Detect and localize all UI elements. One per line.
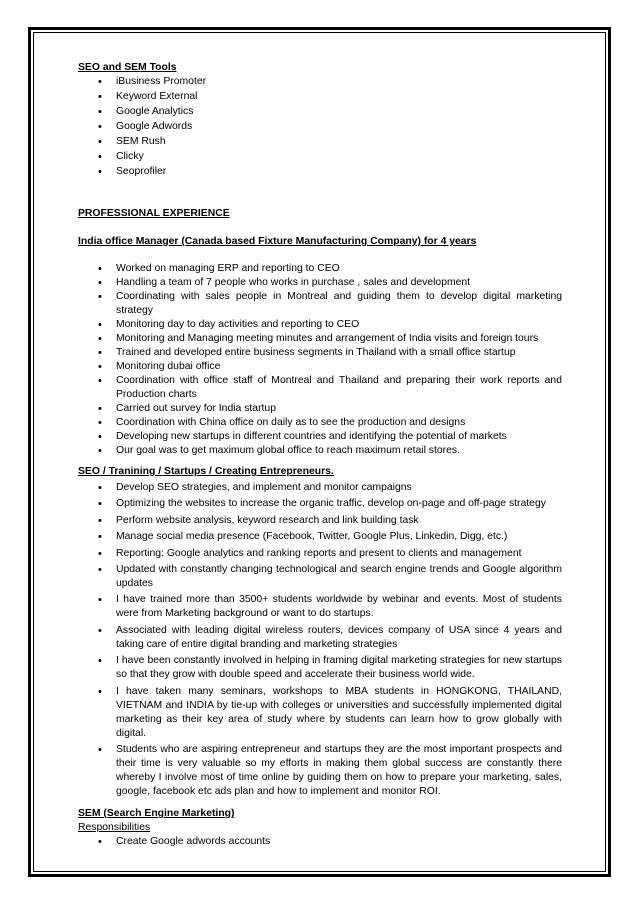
list-item: • Seoprofiler: [78, 165, 562, 179]
tools-list: [78, 75, 562, 179]
list-item: • Handling a team of 7 people who works in purchase , sales and development: [78, 276, 562, 290]
list-item: • iBusiness Promoter: [78, 75, 562, 89]
list-item: • Worked on managing ERP and reporting to CEO: [78, 262, 562, 276]
seo-list: [78, 481, 562, 799]
resume-content: [78, 61, 562, 850]
list-item: • Manage social media presence (Facebook, Twitter, Google Plus, Linkedin, Digg, etc.): [78, 530, 562, 544]
list-item: • Our goal was to get maximum global office to reach maximum retail stores.: [78, 444, 562, 458]
seo-heading: SEO / Tranining / Startups / Creating Entrepreneurs.: [78, 466, 334, 477]
list-item: • Updated with constantly changing technological and search engine trends and Google algorithm updates: [78, 563, 562, 591]
responsibilities-label: Responsibilities: [78, 822, 151, 834]
list-item: • Coordinating with sales people in Montreal and guiding them to develop digital marketing strategy: [78, 290, 562, 318]
list-item: • Carried out survey for India startup: [78, 402, 562, 416]
list-item: • Students who are aspiring entrepreneur and startups they are the most important prospects and their time is very valuable so my efforts in making them global success are constantly there whereby I involve most of time online by guiding them on how to prepare your marketing, sales, google, facebook etc ads plan and how to implement and monitor ROI.: [78, 743, 562, 799]
job-title: India office Manager (Canada based Fixture Manufacturing Company) for 4 years: [78, 236, 477, 247]
list-item: • Coordination with China office on daily as to see the production and designs: [78, 416, 562, 430]
list-item: • I have trained more than 3500+ students worldwide by webinar and events. Most of students were from Marketing background or want to do startups.: [78, 593, 562, 621]
list-item: • Reporting: Google analytics and ranking reports and present to clients and management: [78, 547, 562, 561]
list-item: • Develop SEO strategies, and implement and monitor campaigns: [78, 481, 562, 495]
list-item: • Google Analytics: [78, 105, 562, 119]
experience-list: [78, 262, 562, 458]
list-item: • Coordination with office staff of Montreal and Thailand and preparing their work reports and Production charts: [78, 374, 562, 402]
list-item: • Clicky: [78, 150, 562, 164]
tools-heading: SEO and SEM Tools: [78, 62, 177, 73]
experience-heading: PROFESSIONAL EXPERIENCE: [78, 208, 230, 219]
list-item: • Perform website analysis, keyword research and link building task: [78, 514, 562, 528]
list-item: • Associated with leading digital wireless routers, devices company of USA since 4 years and taking care of entire digital branding and marketing strategies: [78, 624, 562, 652]
list-item: • I have been constantly involved in helping in framing digital marketing strategies for new startups so that they grow with double speed and accelerate their business world wide.: [78, 654, 562, 682]
sem-list: [78, 835, 562, 849]
list-item: • SEM Rush: [78, 135, 562, 149]
list-item: • Monitoring day to day activities and reporting to CEO: [78, 318, 562, 332]
list-item: • Monitoring dubai office: [78, 360, 562, 374]
list-item: • Developing new startups in different countries and identifying the potential of markets: [78, 430, 562, 444]
list-item: • Google Adwords: [78, 120, 562, 134]
list-item: • Optimizing the websites to increase the organic traffic, develop on-page and off-page strategy: [78, 497, 562, 511]
list-item: • Create Google adwords accounts: [78, 835, 562, 849]
list-item: • I have taken many seminars, workshops to MBA students in HONGKONG, THAILAND, VIETNAM and INDIA by tie-up with colleges or universities and successfully implemented digital marketing as their key area of study where by students can learn how to grow globally with digital.: [78, 685, 562, 741]
sem-heading: SEM (Search Engine Marketing): [78, 808, 235, 820]
list-item: • Trained and developed entire business segments in Thailand with a small office startup: [78, 346, 562, 360]
list-item: • Keyword External: [78, 90, 562, 104]
list-item: • Monitoring and Managing meeting minutes and arrangement of India visits and foreign tours: [78, 332, 562, 346]
